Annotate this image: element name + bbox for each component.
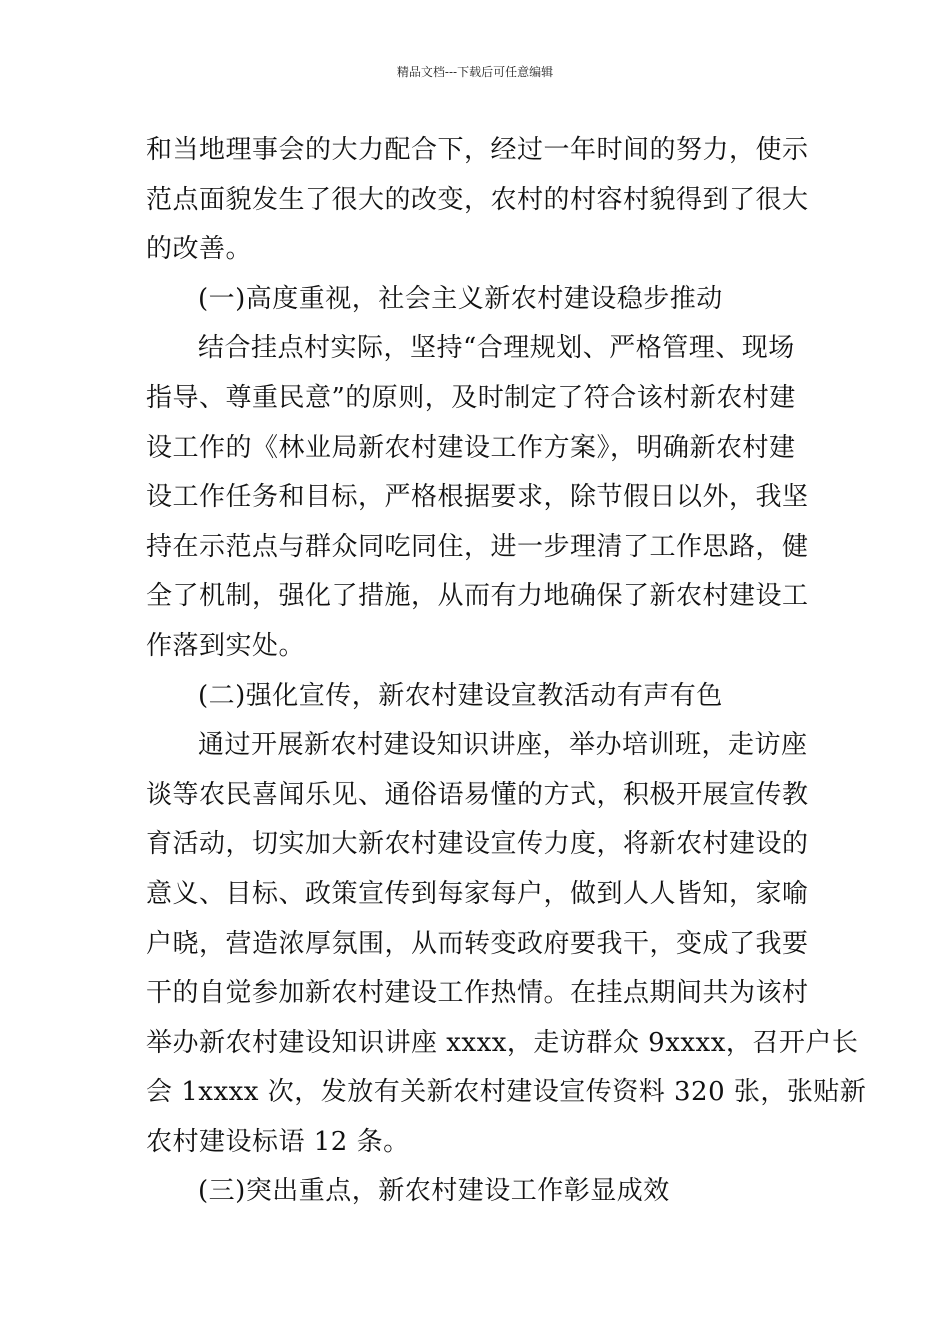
paragraph-line: 育活动，切实加大新农村建设宣传力度，将新农村建设的: [146, 829, 809, 860]
paragraph-line: 结合挂点村实际，坚持“合理规划、严格管理、现场: [198, 333, 795, 364]
paragraph-line: 范点面貌发生了很大的改变，农村的村容村貌得到了很大: [146, 184, 809, 215]
paragraph-line: 举办新农村建设知识讲座 xxxx，走访群众 9xxxx，召开户长: [146, 1027, 859, 1058]
document-body: [146, 126, 867, 1217]
paragraph-line: 作落到实处。: [146, 630, 306, 661]
paragraph-line: 持在示范点与群众同吃同住，进一步理清了工作思路，健: [146, 531, 809, 562]
section-heading-1: (一)高度重视，社会主义新农村建设稳步推动: [198, 283, 723, 314]
paragraph-line: 全了机制，强化了措施，从而有力地确保了新农村建设工: [146, 581, 809, 612]
paragraph-line: 谈等农民喜闻乐见、通俗语易懂的方式，积极开展宣传教: [146, 779, 809, 810]
paragraph-line: 指导、尊重民意”的原则，及时制定了符合该村新农村建: [146, 382, 796, 413]
page-header: 精品文档---下载后可任意编辑: [396, 65, 554, 79]
paragraph-line: 户晓，营造浓厚氛围，从而转变政府要我干，变成了我要: [146, 928, 809, 959]
paragraph-line: 的改善。: [146, 234, 253, 265]
paragraph-line: 和当地理事会的大力配合下，经过一年时间的努力，使示: [146, 135, 809, 165]
paragraph-line: 设工作任务和目标，严格根据要求，除节假日以外，我坚: [146, 482, 809, 513]
paragraph-line: 意义、目标、政策宣传到每家每户，做到人人皆知，家喻: [146, 878, 809, 909]
paragraph-line: 通过开展新农村建设知识讲座，举办培训班，走访座: [198, 730, 808, 761]
paragraph-line: 会 1xxxx 次，发放有关新农村建设宣传资料 320 张，张贴新: [146, 1077, 867, 1108]
section-heading-2: (二)强化宣传，新农村建设宣教活动有声有色: [198, 680, 723, 711]
paragraph-line: 农村建设标语 12 条。: [146, 1126, 410, 1157]
paragraph-line: 干的自觉参加新农村建设工作热情。在挂点期间共为该村: [146, 978, 809, 1009]
section-heading-3: (三)突出重点，新农村建设工作彰显成效: [198, 1176, 670, 1207]
paragraph-line: 设工作的《林业局新农村建设工作方案》，明确新农村建: [146, 432, 796, 463]
